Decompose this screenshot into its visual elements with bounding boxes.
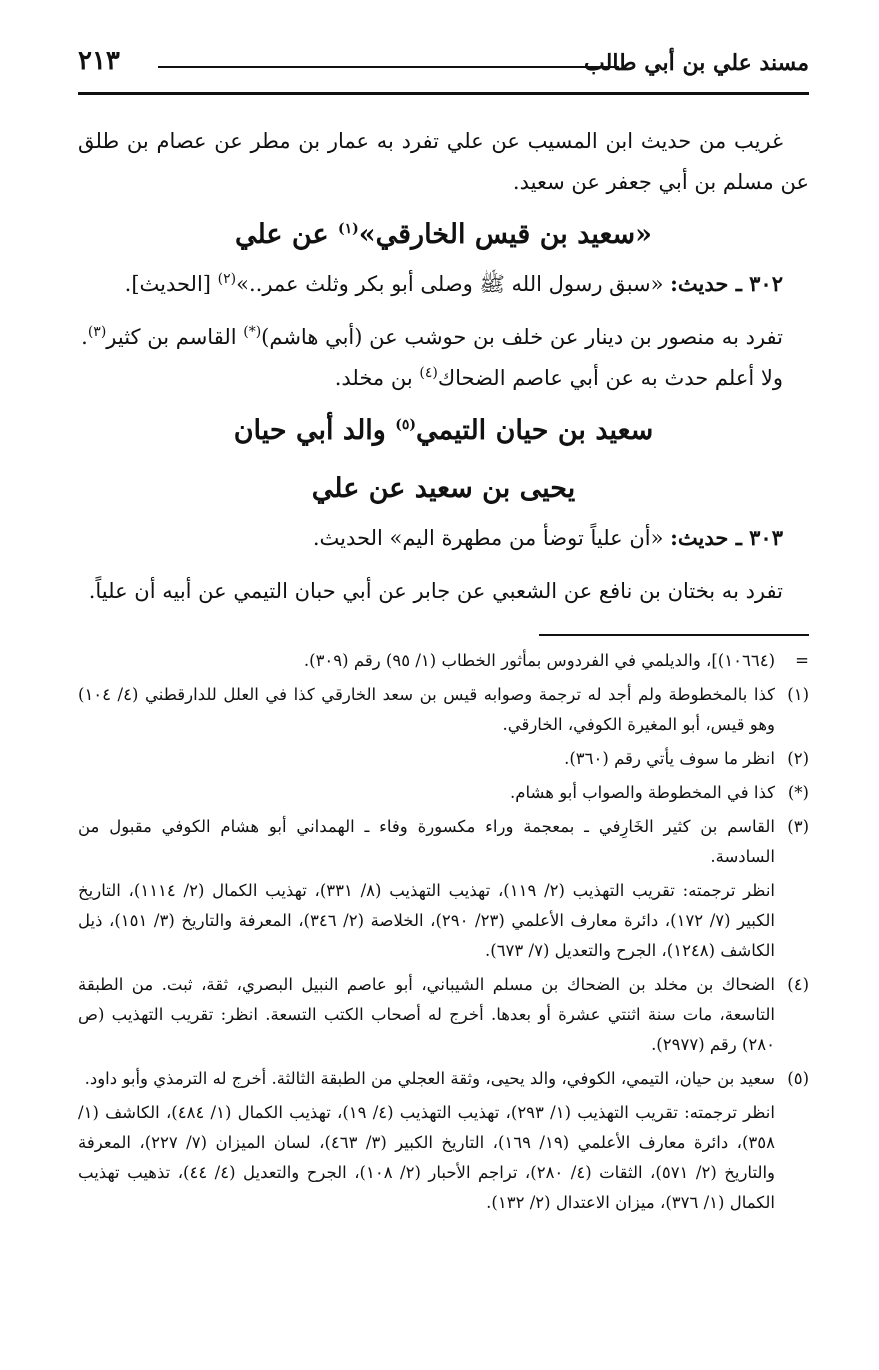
footnote-text: الضحاك بن مخلد بن الضحاك بن مسلم الشيباني، أبو عاصم النبيل البصري، ثقة، ثبت. من الطبقة التاسعة، مات سنة اثنتي عشرة أو بعدها. أخرج له أصحاب الكتب التسعة. انظر: تقريب التهذيب (ص ٢٨٠) رقم (٢٩٧٧). — [78, 975, 775, 1054]
paragraph-text: ولا أعلم حدث به عن أبي عاصم الضحاك — [437, 366, 783, 390]
footnote-text: القاسم بن كثير الخَارِفي ـ بمعجمة وراء مكسورة وفاء ـ الهمداني أبو هشام الكوفي مقبول من السادسة. — [78, 817, 775, 866]
page-number: ٢١٣ — [78, 46, 120, 76]
paragraph-text: القاسم بن كثير — [106, 325, 244, 349]
footnote-mark: (*) — [787, 783, 809, 802]
running-title: مسند علي بن أبي طالب — [584, 50, 809, 76]
footnote-ref-star: (*) — [243, 324, 262, 340]
paragraph-tafarrad-mansur — [78, 317, 809, 358]
footnote-ref-4: (٤) — [419, 365, 438, 381]
hadith-302 — [78, 263, 809, 305]
footnote-text: سعيد بن حيان، التيمي، الكوفي، والد يحيى، وثقة العجلي من الطبقة الثالثة. أخرج له الترمذي وأبو داود. — [84, 1069, 775, 1088]
header-rule — [158, 66, 619, 68]
spacer — [78, 559, 809, 571]
heading-text: «سعيد بن قيس الخارقي» — [358, 219, 653, 250]
hadith-number: ٣٠٢ ـ حديث: — [670, 271, 783, 296]
heading-yahya-bin-said: يحيى بن سعيد عن علي — [311, 473, 576, 504]
footnote-5 — [78, 1064, 809, 1094]
paragraph-gharib: غريب من حديث ابن المسيب عن علي تفرد به عمار بن مطر عن عصام بن طلق عن مسلم بن أبي جعفر عن سعيد. — [78, 129, 809, 194]
hadith-tail: [الحديث]. — [124, 272, 218, 296]
heading-text: سعيد بن حيان التيمي — [416, 415, 654, 446]
paragraph-wala-aalam — [78, 358, 809, 399]
paragraph-text: بن مخلد. — [334, 366, 420, 390]
heading-said-bin-qais — [78, 209, 809, 261]
footnote-ref-3: (٣) — [87, 324, 107, 340]
spacer — [78, 305, 809, 317]
footnote-separator — [539, 634, 809, 636]
hadith-number: ٣٠٣ ـ حديث: — [670, 525, 783, 550]
footnote-mark: (٤) — [787, 975, 809, 994]
footnote-ref-1: (١) — [337, 221, 359, 237]
footnote-text: انظر ما سوف يأتي رقم (٣٦٠). — [564, 749, 775, 768]
footnote-mark: (٣) — [787, 817, 809, 836]
heading-said-bin-hayyan — [78, 405, 809, 457]
hadith-text: «سبق رسول الله ﷺ وصلى أبو بكر وثلث عمر..» — [236, 272, 671, 296]
footnote-mark: (٥) — [787, 1069, 809, 1088]
heading-tail: والد أبي حيان — [233, 415, 396, 446]
paragraph-text: . — [81, 325, 88, 349]
footnote-text: كذا بالمخطوطة ولم أجد له ترجمة وصوابه قيس بن سعد الخارقي كذا في العلل للدارقطني (٤/ ١٠٤) وهو قيس، أبو المغيرة الكوفي، الخارقي. — [78, 685, 775, 734]
page-header — [78, 40, 809, 95]
paragraph-tafarrad-bakhtan: تفرد به بختان بن نافع عن الشعبي عن جابر عن أبي حبان التيمي عن أبيه أن علياً. — [88, 579, 783, 603]
footnote-star — [78, 778, 809, 808]
footnote-ref-5: (٥) — [395, 417, 417, 433]
footnotes — [78, 646, 809, 1218]
hadith-303 — [78, 517, 809, 559]
footnote-mark: (٢) — [787, 749, 809, 768]
footnote-continuation — [78, 646, 809, 676]
book-page — [78, 40, 809, 1330]
footnote-5-references: انظر ترجمته: تقريب التهذيب (١/ ٢٩٣)، تهذيب التهذيب (٤/ ١٩)، تهذيب الكمال (١/ ٤٨٤)، الكاشف (١/ ٣٥٨)، دائرة معارف الأعلمي (١٩/ ١٦٩)، التاريخ الكبير (٣/ ٤٦٣)، لسان الميزان (٧/ ٢٢٧)، المعرفة والتاريخ (٢/ ٥٧١)، الثقات (٤/ ٢٨٠)، تراجم الأحبار (٢/ ١٠٨)، الجرح والتعديل (٤/ ٤٤)، تذهيب تهذيب الكمال (١/ ٣٧٦)، ميزان الاعتدال (٢/ ١٣٢). — [78, 1103, 776, 1212]
footnote-mark: = — [795, 651, 809, 670]
footnote-3 — [78, 812, 809, 872]
footnote-2 — [78, 744, 809, 774]
footnote-1 — [78, 680, 809, 740]
footnote-text: (١٠٦٦٤)]، والديلمي في الفردوس بمأثور الخطاب (١/ ٩٥) رقم (٣٠٩). — [303, 651, 775, 670]
footnote-4 — [78, 970, 809, 1060]
main-text — [78, 121, 809, 1218]
hadith-text: «أن علياً توضأ من مطهرة اليم» الحديث. — [312, 526, 671, 550]
footnote-3-references: انظر ترجمته: تقريب التهذيب (٢/ ١١٩)، تهذيب التهذيب (٨/ ٣٣١)، تهذيب الكمال (٢/ ١١١٤)، التاريخ الكبير (٧/ ١٧٢)، دائرة معارف الأعلمي (٢٣/ ٢٩٠)، الخلاصة (٢/ ٣٤٦)، المعرفة والتاريخ (٣/ ١٥١)، ذيل الكاشف (١٢٤٨)، الجرح والتعديل (٧/ ٦٧٣). — [78, 881, 775, 960]
footnote-mark: (١) — [787, 685, 809, 704]
footnote-text: كذا في المخطوطة والصواب أبو هشام. — [510, 783, 775, 802]
footnote-ref-2: (٢) — [217, 271, 237, 287]
paragraph-text: تفرد به منصور بن دينار عن خلف بن حوشب عن (أبي هاشم) — [261, 325, 783, 349]
heading-tail: عن علي — [234, 219, 338, 250]
